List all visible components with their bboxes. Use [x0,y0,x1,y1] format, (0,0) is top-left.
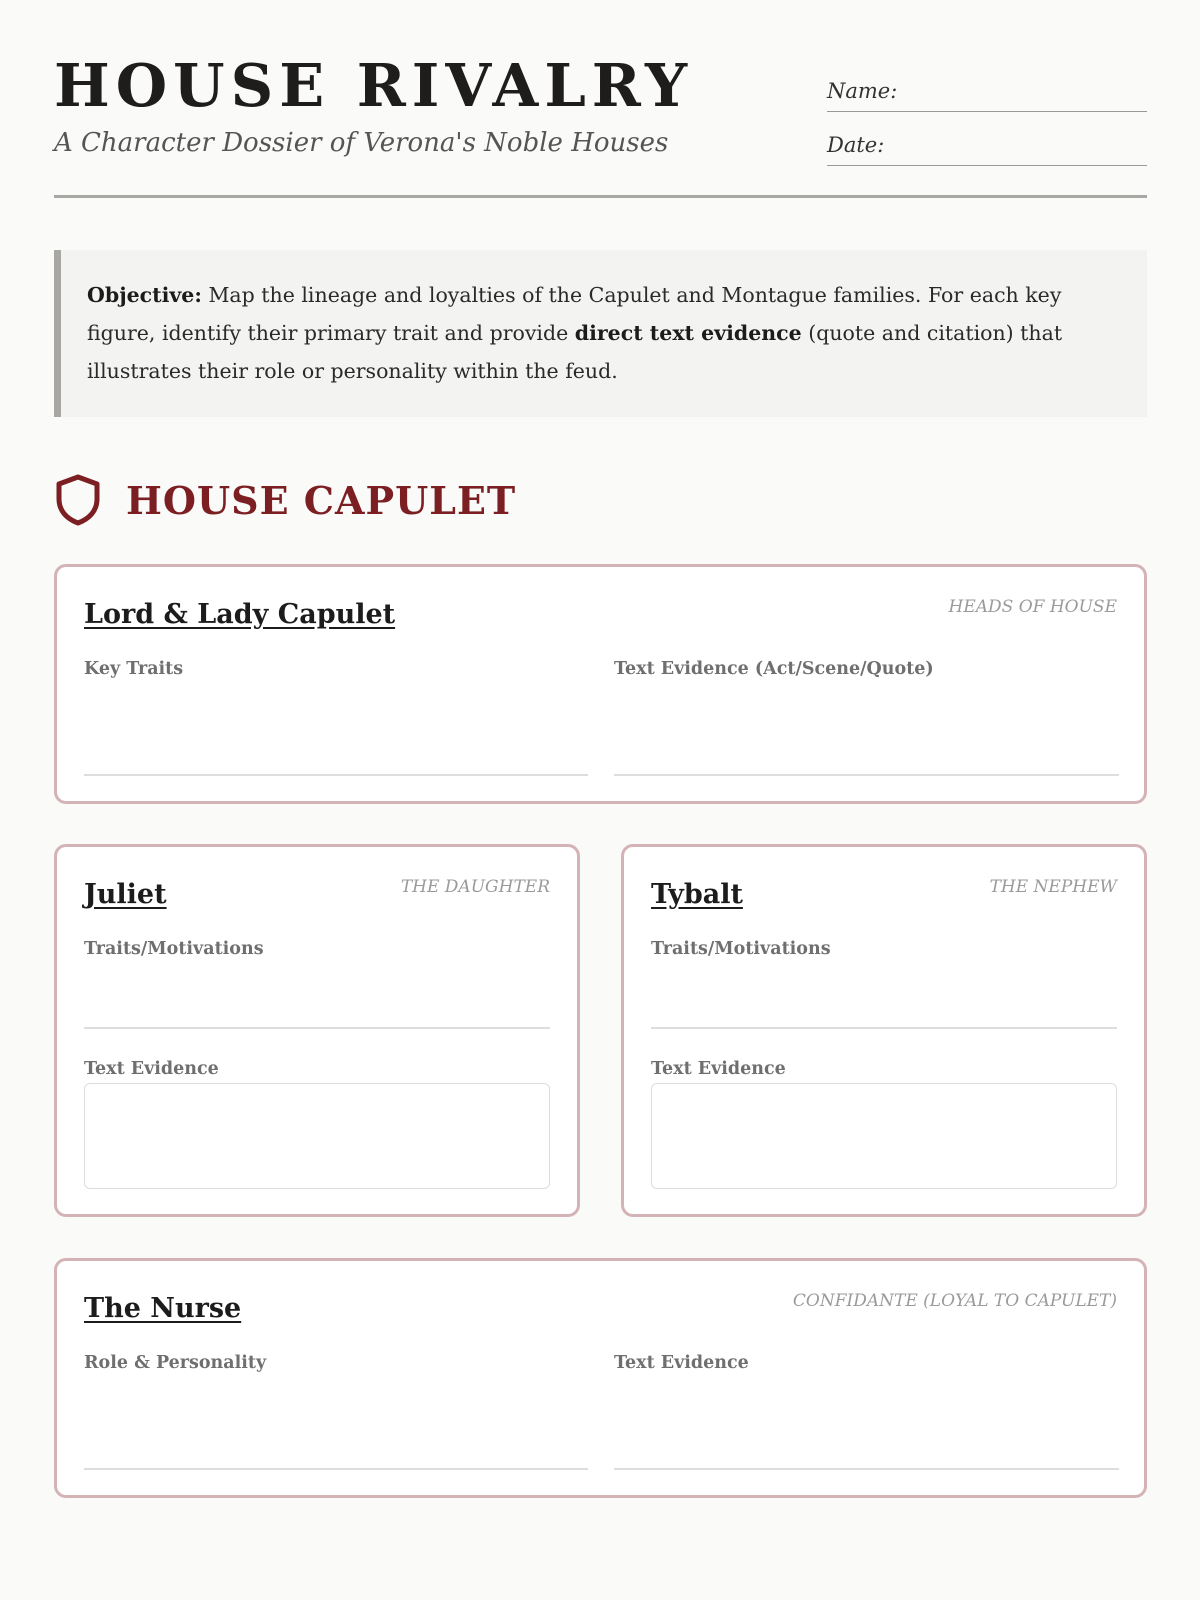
card-juliet [54,844,580,1217]
student-fields [827,76,1147,184]
card-lord-lady-capulet [54,564,1147,804]
card-role: HEADS OF HOUSE [948,597,1117,617]
card-name: Juliet [84,879,167,910]
card-role: CONFIDANTE (LOYAL TO CAPULET) [792,1291,1117,1311]
section-title: HOUSE CAPULET [126,477,517,523]
traits-label: Traits/Motivations [84,939,264,959]
card-role: THE NEPHEW [989,877,1117,897]
worksheet-page [54,0,1147,1373]
card-the-nurse [54,1258,1147,1498]
name-label: Name: [827,79,898,103]
date-field[interactable] [827,130,1147,166]
objective-lead: Objective: [87,283,202,307]
section-header-capulet [54,470,516,530]
text-evidence-label: Text Evidence (Act/Scene/Quote) [614,659,934,679]
text-evidence-label: Text Evidence [651,1059,786,1079]
key-traits-label: Key Traits [84,659,184,679]
objective-text-1: Map the lineage and loyalties of the Capulet and Montague families. For each key figure, identify their primary trait and provide [87,283,1062,345]
objective-box [54,250,1147,417]
header [54,0,1147,198]
text-evidence-label: Text Evidence [84,1059,219,1079]
card-role: THE DAUGHTER [400,877,550,897]
text-evidence-input-line[interactable] [614,774,1119,776]
traits-input-line[interactable] [651,1027,1117,1029]
card-tybalt [621,844,1147,1217]
traits-input-line[interactable] [84,1027,550,1029]
date-label: Date: [827,133,885,157]
shield-icon [54,473,102,527]
page-title: HOUSE RIVALRY [54,51,694,120]
page-subtitle: A Character Dossier of Verona's Noble Houses [54,128,669,158]
card-name: Lord & Lady Capulet [84,599,396,630]
role-personality-label: Role & Personality [84,1353,267,1373]
key-traits-input-line[interactable] [84,774,588,776]
text-evidence-box[interactable] [84,1083,550,1189]
card-name: The Nurse [84,1293,242,1324]
objective-emphasis: direct text evidence [574,321,802,345]
text-evidence-label: Text Evidence [614,1353,749,1373]
card-name: Tybalt [651,879,743,910]
name-field[interactable] [827,76,1147,112]
traits-label: Traits/Motivations [651,939,831,959]
text-evidence-box[interactable] [651,1083,1117,1189]
role-personality-input-line[interactable] [84,1468,588,1470]
text-evidence-input-line[interactable] [614,1468,1119,1470]
objective-text-2: (quote and citation) that illustrates their role or personality within the feud. [87,321,1063,383]
